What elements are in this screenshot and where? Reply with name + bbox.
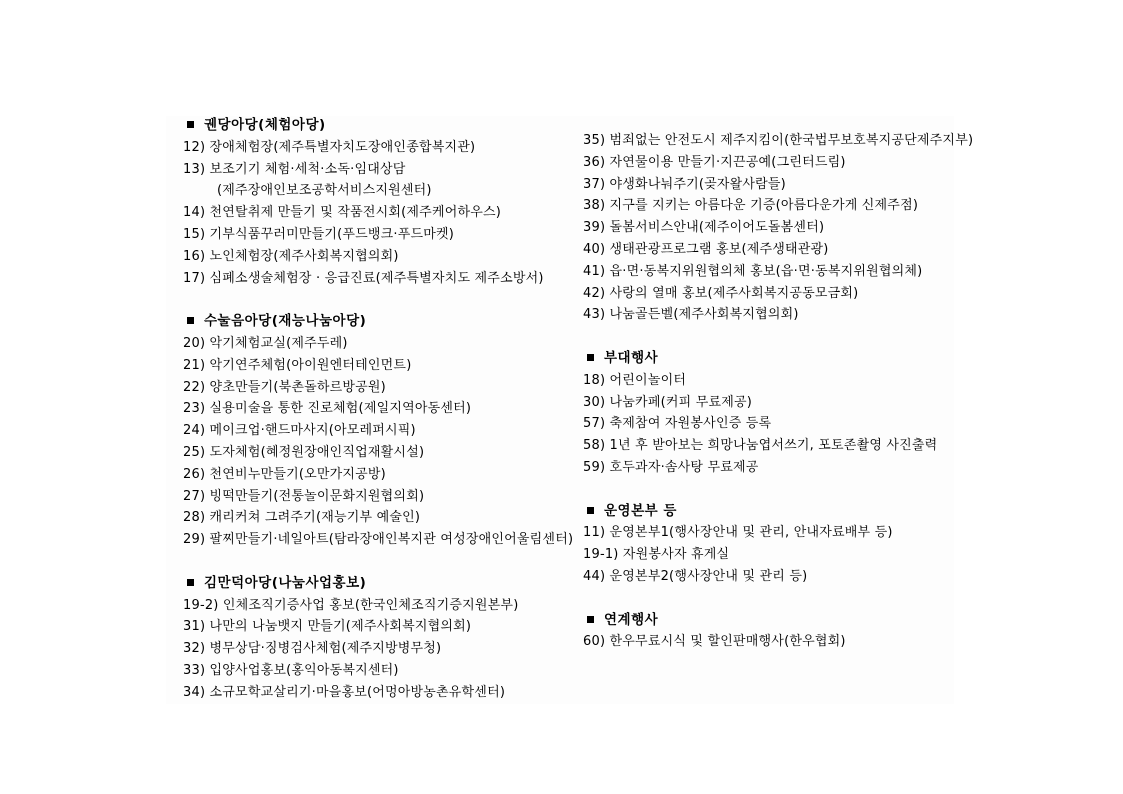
bullet-square-icon xyxy=(187,317,194,324)
program-item: 38) 지구를 지키는 아름다운 기증(아름다운가게 신제주점) xyxy=(583,198,919,214)
program-item: 30) 나눔카페(커피 무료제공) xyxy=(583,394,753,410)
program-item: 28) 캐리커쳐 그려주기(재능기부 예술인) xyxy=(183,510,421,526)
program-item: 58) 1년 후 받아보는 희망나눔엽서쓰기, 포토존촬영 사진출력 xyxy=(583,438,938,454)
program-item: 44) 운영본부2(행사장안내 및 관리 등) xyxy=(583,568,808,584)
program-item: 12) 장애체험장(제주특별자치도장애인종합복지관) xyxy=(183,139,476,155)
section-yeongye-haengsa xyxy=(583,610,973,654)
section-title: 운영본부 등 xyxy=(604,502,677,519)
section-title: 궨당아당(체험아당) xyxy=(204,117,326,133)
program-item: 39) 돌봄서비스안내(제주이어도돌봄센터) xyxy=(583,220,825,236)
program-item: 22) 양초만들기(북촌돌하르방공원) xyxy=(183,379,386,395)
section-header xyxy=(183,573,583,595)
program-item: 34) 소규모학교살리기·마을홍보(어멍아방농촌유학센터) xyxy=(183,684,506,700)
bullet-square-icon xyxy=(187,579,194,586)
section-title: 김만덕아당(나눔사업홍보) xyxy=(204,574,367,591)
section-sunureum-adang xyxy=(183,311,583,551)
program-item: 19-1) 자원봉사자 휴게실 xyxy=(583,547,730,563)
program-item: 43) 나눔골든벨(제주사회복지협의회) xyxy=(583,307,799,323)
program-item: 31) 나만의 나눔뱃지 만들기(제주사회복지협의회) xyxy=(183,619,472,635)
program-item: 59) 호두과자·솜사탕 무료제공 xyxy=(583,459,759,475)
bullet-square-icon xyxy=(587,507,594,514)
program-item: 14) 천연탈취제 만들기 및 작품전시회(제주케어하우스) xyxy=(183,205,502,221)
section-header xyxy=(183,311,583,333)
program-item: 11) 운영본부1(행사장안내 및 관리, 안내자료배부 등) xyxy=(583,525,893,541)
program-item: 24) 메이크업·핸드마사지(아모레퍼시픽) xyxy=(183,423,416,439)
right-column xyxy=(583,130,973,653)
section-gwendang-adang xyxy=(183,115,583,289)
program-item-continuation: (제주장애인보조공학서비스지원센터) xyxy=(217,183,432,199)
program-item: 40) 생태관광프로그램 홍보(제주생태관광) xyxy=(583,241,829,257)
program-item: 57) 축제참여 자원봉사인증 등록 xyxy=(583,416,772,432)
section-title: 연계행사 xyxy=(604,611,659,628)
program-item: 19-2) 인체조직기증사업 홍보(한국인체조직기증지원본부) xyxy=(183,597,519,613)
program-item: 15) 기부식품꾸러미만들기(푸드뱅크·푸드마켓) xyxy=(183,226,455,242)
program-item: 32) 병무상담·징병검사체험(제주지방병무청) xyxy=(183,641,442,657)
section-header xyxy=(583,501,973,523)
left-column xyxy=(183,115,583,704)
program-item: 18) 어린이놀이터 xyxy=(583,372,687,388)
program-item: 25) 도자체험(혜정원장애인직업재활시설) xyxy=(183,444,425,460)
bullet-square-icon xyxy=(587,354,594,361)
section-kimmandeok-adang xyxy=(183,573,583,704)
program-item: 29) 팔찌만들기·네일아트(탐라장애인복지관 여성장애인어울림센터) xyxy=(183,532,574,548)
program-item: 13) 보조기기 체험·세척·소독·임대상담 xyxy=(183,161,406,177)
section-header xyxy=(583,348,973,370)
bullet-square-icon xyxy=(187,121,194,128)
program-item: 42) 사랑의 열매 홍보(제주사회복지공동모금회) xyxy=(583,285,859,301)
program-item: 16) 노인체험장(제주사회복지협의회) xyxy=(183,248,399,264)
section-kimmandeok-adang-continued xyxy=(583,130,973,326)
program-item: 36) 자연물이용 만들기·지끈공예(그린터드림) xyxy=(583,154,846,170)
section-budae-haengsa xyxy=(583,348,973,479)
program-item: 20) 악기체험교실(제주두레) xyxy=(183,335,348,351)
program-item: 27) 빙떡만들기(전통놀이문화지원협의회) xyxy=(183,488,425,504)
program-item: 35) 범죄없는 안전도시 제주지킴이(한국법무보호복지공단제주지부) xyxy=(583,133,974,148)
program-item: 37) 야생화나눠주기(곶자왈사람들) xyxy=(583,176,786,192)
program-item: 26) 천연비누만들기(오만가지공방) xyxy=(183,466,386,482)
bullet-square-icon xyxy=(587,616,594,623)
program-item: 41) 읍·면·동복지위원협의체 홍보(읍·면·동복지위원협의체) xyxy=(583,263,923,279)
section-title: 부대행사 xyxy=(604,349,659,366)
program-item: 60) 한우무료시식 및 할인판매행사(한우협회) xyxy=(583,634,846,650)
section-title: 수눌음아당(재능나눔아당) xyxy=(204,313,367,330)
program-item: 17) 심폐소생술체험장 · 응급진료(제주특별자치도 제주소방서) xyxy=(183,270,544,286)
section-unyeong-bonbu xyxy=(583,501,973,588)
program-item: 23) 실용미술을 통한 진로체험(제일지역아동센터) xyxy=(183,401,472,417)
section-header xyxy=(183,115,583,137)
program-item: 33) 입양사업홍보(홍익아동복지센터) xyxy=(183,662,399,678)
section-header xyxy=(583,610,973,632)
program-item: 21) 악기연주체험(아이원엔터테인먼트) xyxy=(183,357,412,373)
